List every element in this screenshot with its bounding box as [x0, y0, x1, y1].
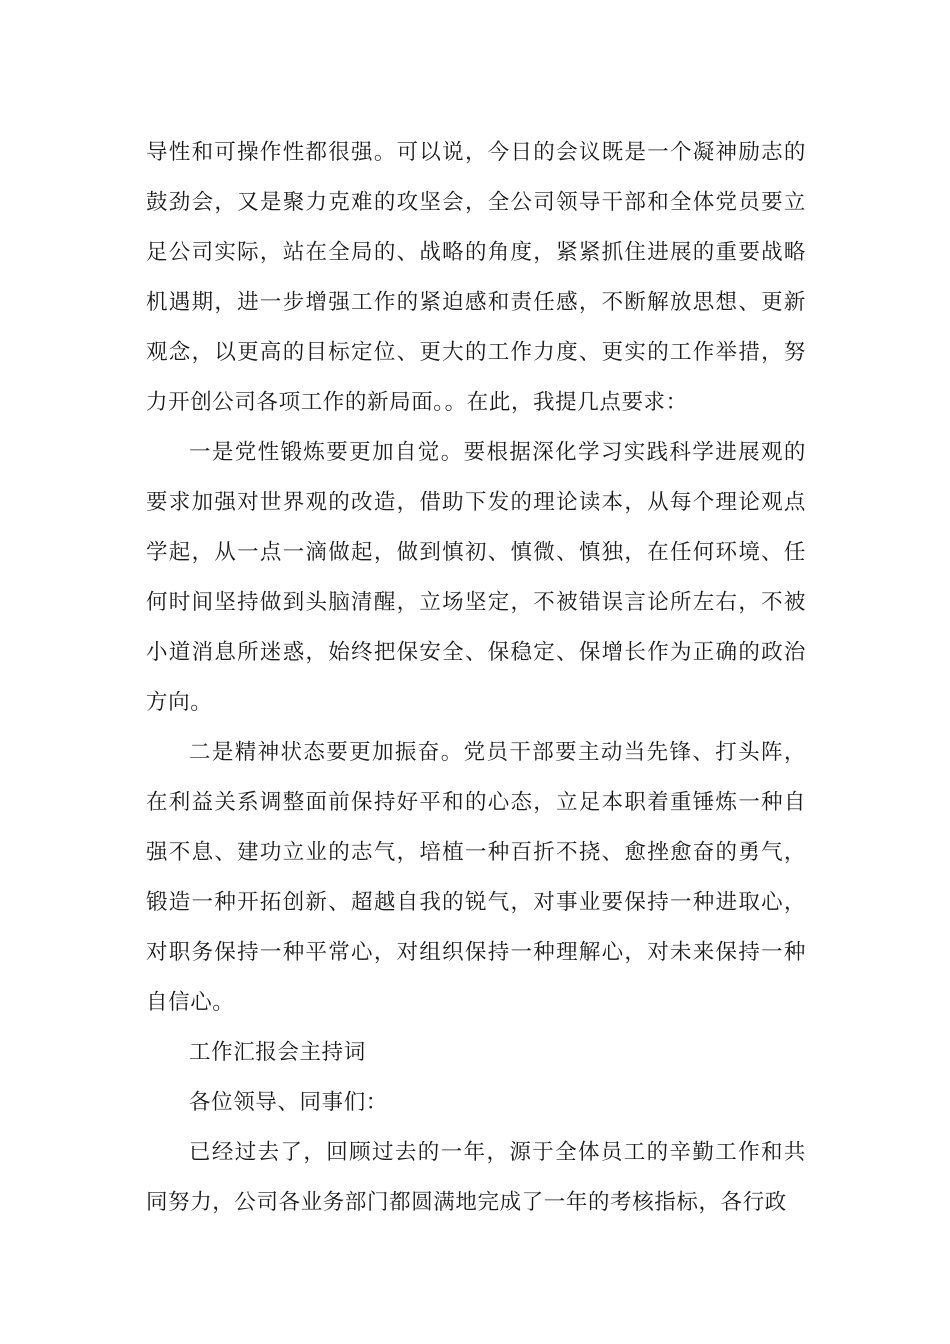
paragraph-review: 已经过去了，回顾过去的一年，源于全体员工的辛勤工作和共同努力，公司各业务部门都圆满地完成了一年的考核指标，各行政: [146, 1140, 806, 1215]
paragraph-party-spirit: 一是党性锻炼要更加自觉。要根据深化学习实践科学进展观的要求加强对世界观的改造，借助下发的理论读本，从每个理论观点学起，从一点一滴做起，做到慎初、慎微、慎独，在任何环境、任何时间坚持做到头脑清醒，立场坚定，不被错误言论所左右，不被小道消息所迷惑，始终把保安全、保稳定、保增长作为正确的政治方向。: [146, 440, 806, 715]
salutation: 各位领导、同事们：: [189, 1090, 388, 1115]
paragraph-continuation: 导性和可操作性都很强。可以说，今日的会议既是一个凝神励志的鼓劲会，又是聚力克难的攻坚会，全公司领导干部和全体党员要立足公司实际，站在全局的、战略的角度，紧紧抓住进展的重要战略机遇期，进一步增强工作的紧迫感和责任感，不断解放思想、更新观念，以更高的目标定位、更大的工作力度、更实的工作举措，努力开创公司各项工作的新局面。。在此，我提几点要求：: [146, 140, 806, 415]
section-heading: 工作汇报会主持词: [189, 1040, 366, 1065]
document-body: [146, 128, 806, 1228]
paragraph-mental-state: 二是精神状态要更加振奋。党员干部要主动当先锋、打头阵，在利益关系调整面前保持好平和的心态，立足本职着重锤炼一种自强不息、建功立业的志气，培植一种百折不挠、愈挫愈奋的勇气，锻造一种开拓创新、超越自我的锐气，对事业要保持一种进取心，对职务保持一种平常心，对组织保持一种理解心，对未来保持一种自信心。: [146, 740, 806, 1015]
